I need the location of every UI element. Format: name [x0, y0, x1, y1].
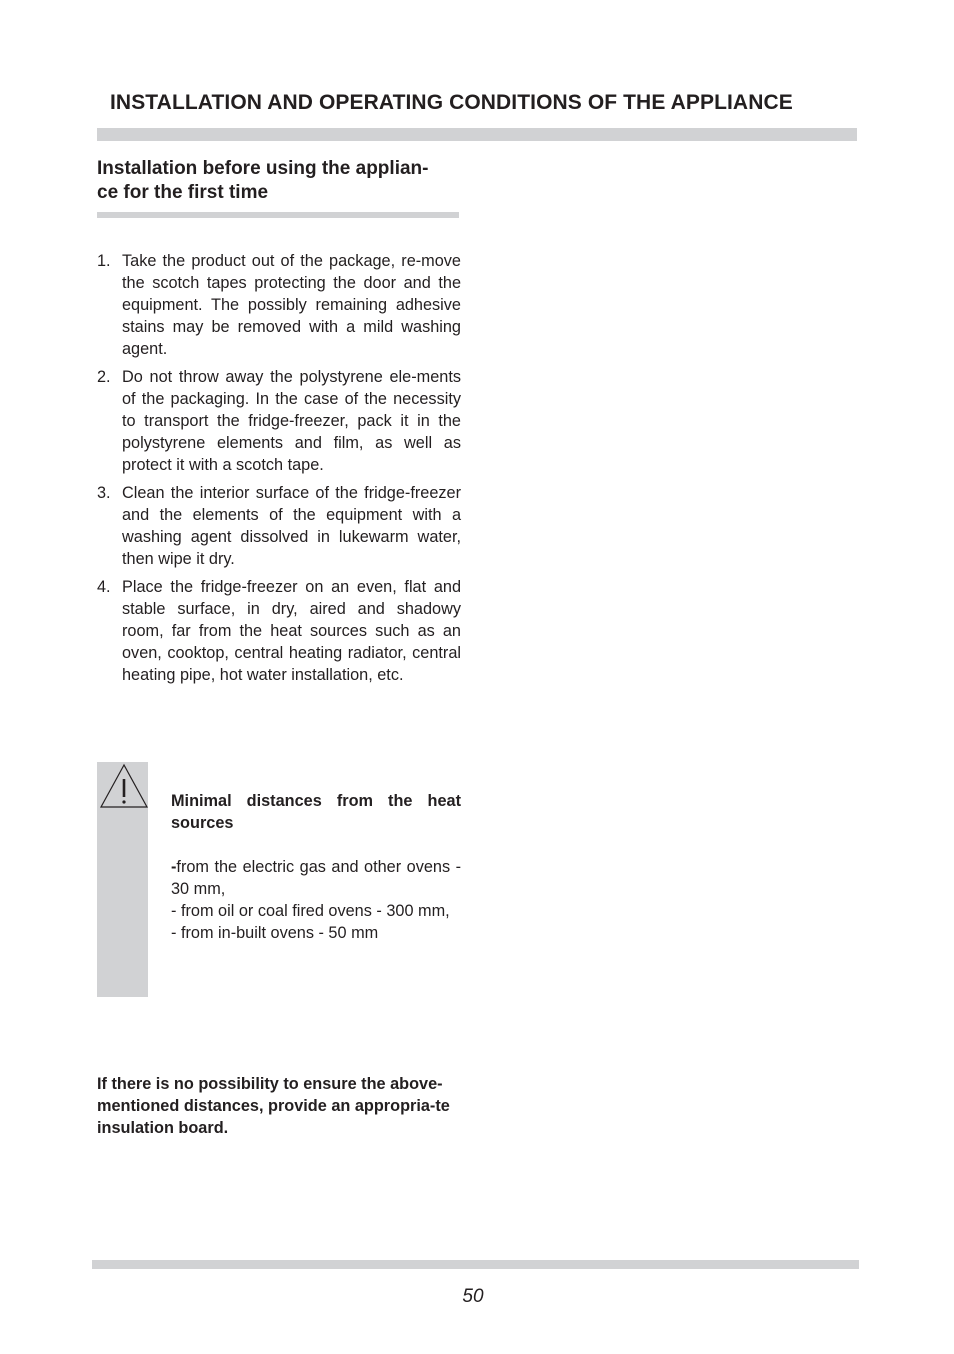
step-number: 1.: [97, 252, 111, 270]
section-heading: [97, 157, 469, 205]
step-text: Place the fridge-freezer on an even, flat and stable surface, in dry, aired and shadowy room, far from the heat sources such as an oven, cooktop, central heating radiator, central heating pipe, hot water installation, etc.: [122, 578, 461, 684]
footer-divider: [92, 1260, 859, 1269]
section-divider: [97, 212, 459, 218]
distance-item: - from oil or coal fired ovens - 300 mm,: [171, 902, 450, 920]
distance-dash: -: [171, 858, 177, 876]
step-number: 3.: [97, 484, 111, 502]
step-text: Do not throw away the polystyrene ele-ments of the packaging. In the case of the necessity to transport the fridge-freezer, pack it in the polystyrene elements and film, as well as protect it with a scotch tape.: [122, 368, 461, 474]
warning-triangle-icon: [99, 762, 149, 810]
step-item: [97, 366, 461, 476]
header-divider: [97, 128, 857, 141]
insulation-note: If there is no possibility to ensure the above-mentioned distances, provide an appropria-te insulation board.: [97, 1075, 450, 1137]
step-text: Take the product out of the package, re-move the scotch tapes protecting the door and the equipment. The possibly remaining adhesive stains may be removed with a mild washing agent.: [122, 252, 461, 358]
step-text: Clean the interior surface of the fridge-freezer and the elements of the equipment with a washing agent dissolved in lukewarm water, then wipe it dry.: [122, 484, 461, 568]
distance-text: from the electric gas and other ovens - 30 mm,: [171, 858, 461, 898]
page-number: 50: [462, 1286, 484, 1307]
section-heading-line-1: Installation before using the applian-: [97, 158, 429, 179]
step-item: [97, 576, 461, 686]
section-heading-line-2: ce for the first time: [97, 182, 269, 203]
step-number: 2.: [97, 368, 111, 386]
page-title: INSTALLATION AND OPERATING CONDITIONS OF THE APPLIANCE: [110, 91, 793, 114]
distance-item: [171, 856, 461, 900]
step-item: [97, 482, 461, 570]
installation-steps-list: [97, 250, 461, 692]
step-number: 4.: [97, 578, 111, 596]
warning-title: Minimal distances from the heat sources: [171, 792, 461, 832]
warning-box: [171, 790, 461, 944]
step-item: [97, 250, 461, 360]
distance-item: - from in-built ovens - 50 mm: [171, 924, 379, 942]
